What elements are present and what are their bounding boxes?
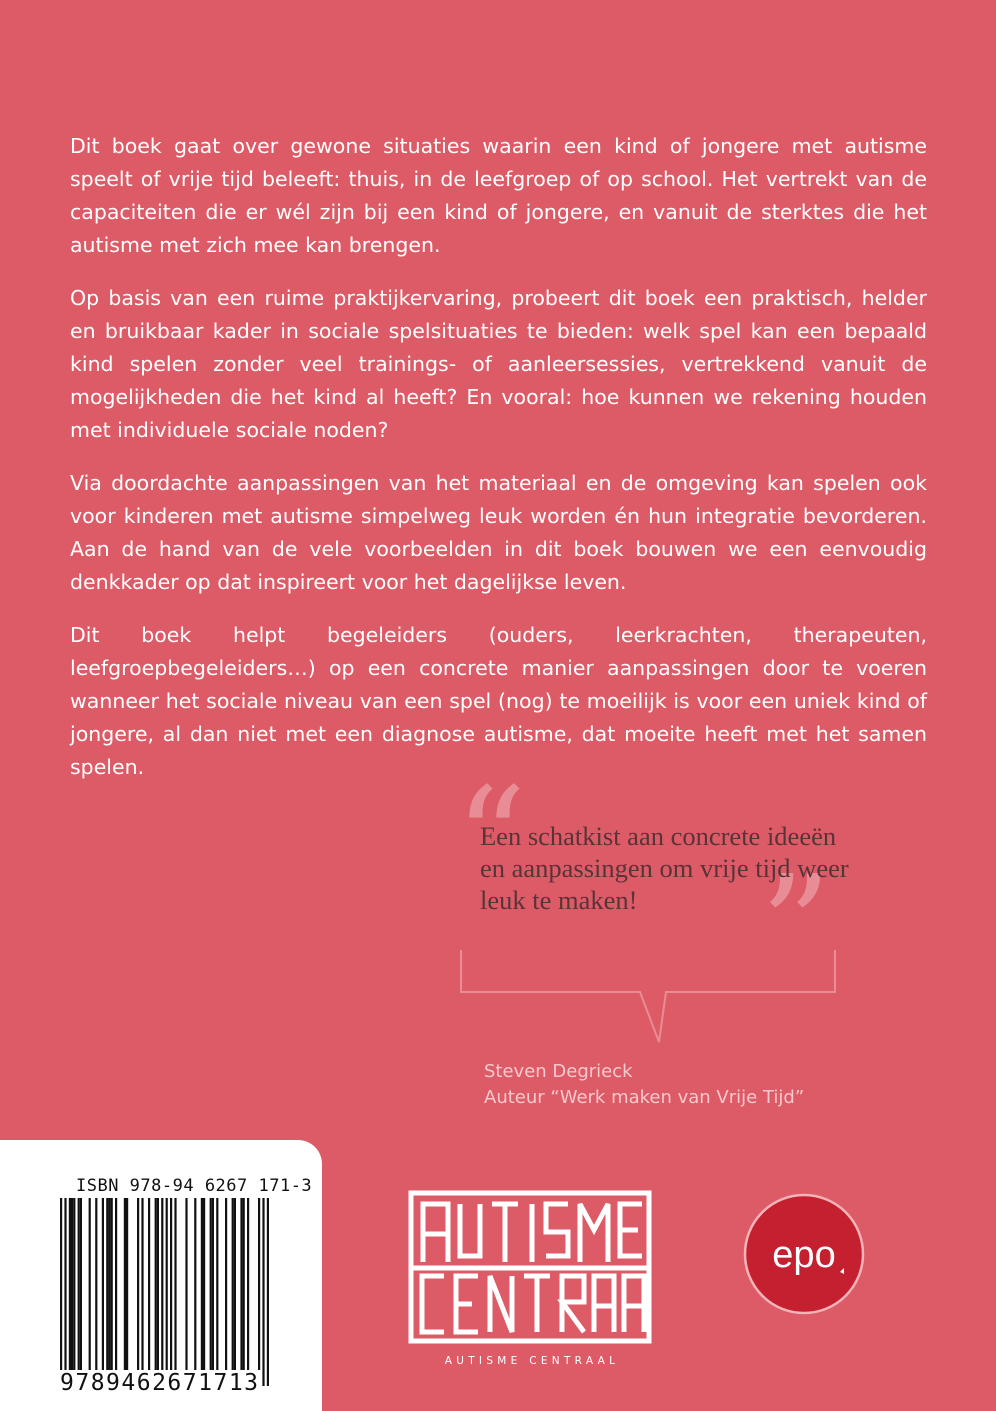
quote-author: Steven Degrieck bbox=[484, 1061, 633, 1082]
barcode-digits: 9789462671713 bbox=[60, 1370, 260, 1396]
barcode-bar bbox=[89, 1198, 91, 1370]
barcode-bar bbox=[106, 1198, 108, 1370]
barcode-bar bbox=[111, 1198, 113, 1370]
isbn-label: ISBN 978-94 6267 171-3 bbox=[76, 1176, 313, 1196]
barcode-bar bbox=[240, 1198, 242, 1370]
barcode-bar bbox=[232, 1198, 234, 1370]
barcode-bar bbox=[102, 1198, 104, 1370]
barcode-bar bbox=[243, 1198, 245, 1370]
barcode-bar bbox=[216, 1198, 218, 1370]
svg-text:epo: epo bbox=[772, 1234, 836, 1276]
barcode-bar bbox=[137, 1198, 139, 1370]
blurb-paragraph-1: Dit boek gaat over gewone situaties waarin een kind of jongere met autisme speelt of vrije tijd beleeft: thuis, in de leefgroep of op school. Het vertrekt van de capaciteiten die er wél zijn bij een kind of jongere, en vanuit de sterktes die het autisme met zich mee kan brengen. bbox=[70, 134, 927, 257]
barcode-panel bbox=[0, 1140, 322, 1411]
barcode-bar bbox=[80, 1198, 82, 1370]
barcode-bar bbox=[201, 1198, 203, 1370]
barcode-bar bbox=[115, 1198, 117, 1370]
barcode-bar bbox=[60, 1198, 62, 1386]
blurb-paragraph-4: Dit boek helpt begeleiders (ouders, leerkrachten, therapeuten, leefgroepbegeleiders…) op een concrete manier aanpassingen door te voeren wanneer het sociale niveau van een spel (nog) te moeilijk is voor een uniek kind of jongere, al dan niet met een diagnose autisme, dat moeite heeft met het samen spelen. bbox=[70, 623, 927, 779]
barcode-bar bbox=[166, 1198, 168, 1386]
barcode-bar bbox=[64, 1198, 66, 1386]
barcode-bars bbox=[60, 1198, 280, 1386]
barcode-bar bbox=[210, 1198, 212, 1370]
quote-author-role: Auteur “Werk maken van Vrije Tijd” bbox=[484, 1087, 805, 1108]
barcode-bar bbox=[108, 1198, 110, 1370]
barcode-bar bbox=[124, 1198, 126, 1370]
barcode-bar bbox=[78, 1198, 80, 1370]
barcode-bar bbox=[234, 1198, 236, 1370]
speech-bubble-outline bbox=[458, 950, 840, 1046]
barcode-bar bbox=[194, 1198, 196, 1370]
barcode-bar bbox=[157, 1198, 159, 1370]
barcode-bar bbox=[267, 1198, 269, 1386]
barcode-bar bbox=[247, 1198, 249, 1370]
barcode-bar bbox=[141, 1198, 143, 1370]
barcode-bar bbox=[170, 1198, 172, 1370]
barcode-bar bbox=[203, 1198, 205, 1370]
barcode-bar bbox=[126, 1198, 128, 1370]
barcode-bar bbox=[155, 1198, 157, 1370]
barcode-bar bbox=[258, 1198, 260, 1370]
barcode-bar bbox=[95, 1198, 97, 1370]
barcode-bar bbox=[225, 1198, 227, 1370]
barcode-bar bbox=[71, 1198, 73, 1370]
barcode-bar bbox=[161, 1198, 163, 1386]
barcode-bar bbox=[185, 1198, 187, 1370]
open-quote-icon: “ bbox=[455, 758, 527, 921]
barcode-bar bbox=[212, 1198, 214, 1370]
barcode-bar bbox=[262, 1198, 264, 1386]
testimonial-quote: Een schatkist aan concrete ideeën en aanpassingen om vrije tijd weer leuk te maken! bbox=[480, 821, 849, 915]
autisme-centraal-caption: AUTISME CENTRAAL bbox=[444, 1355, 620, 1367]
blurb-paragraph-3: Via doordachte aanpassingen van het materiaal en de omgeving kan spelen ook voor kinderen met autisme simpelweg leuk worden én hun integratie bevorderen. Aan de hand van de vele voorbeelden in dit boek bouwen we een eenvoudig denkkader op dat inspireert voor het dagelijkse leven. bbox=[70, 471, 927, 594]
autisme-centraal-logo bbox=[408, 1190, 652, 1344]
barcode-bar bbox=[148, 1198, 150, 1370]
blurb-paragraph-2: Op basis van een ruime praktijkervaring, probeert dit boek een praktisch, helder en bruikbaar kader in sociale spelsituaties te bieden: welk spel kan een bepaald kind spelen zonder veel trainings- of aanleersessies, vertrekkend vanuit de mogelijkheden die het kind al heeft? En vooral: hoe kunnen we rekening houden met individuele sociale noden? bbox=[70, 286, 927, 442]
barcode-bar bbox=[69, 1198, 71, 1370]
epo-logo bbox=[742, 1192, 866, 1316]
barcode-bar bbox=[174, 1198, 176, 1370]
barcode-bar bbox=[73, 1198, 75, 1370]
close-quote-icon: ” bbox=[760, 846, 832, 1009]
